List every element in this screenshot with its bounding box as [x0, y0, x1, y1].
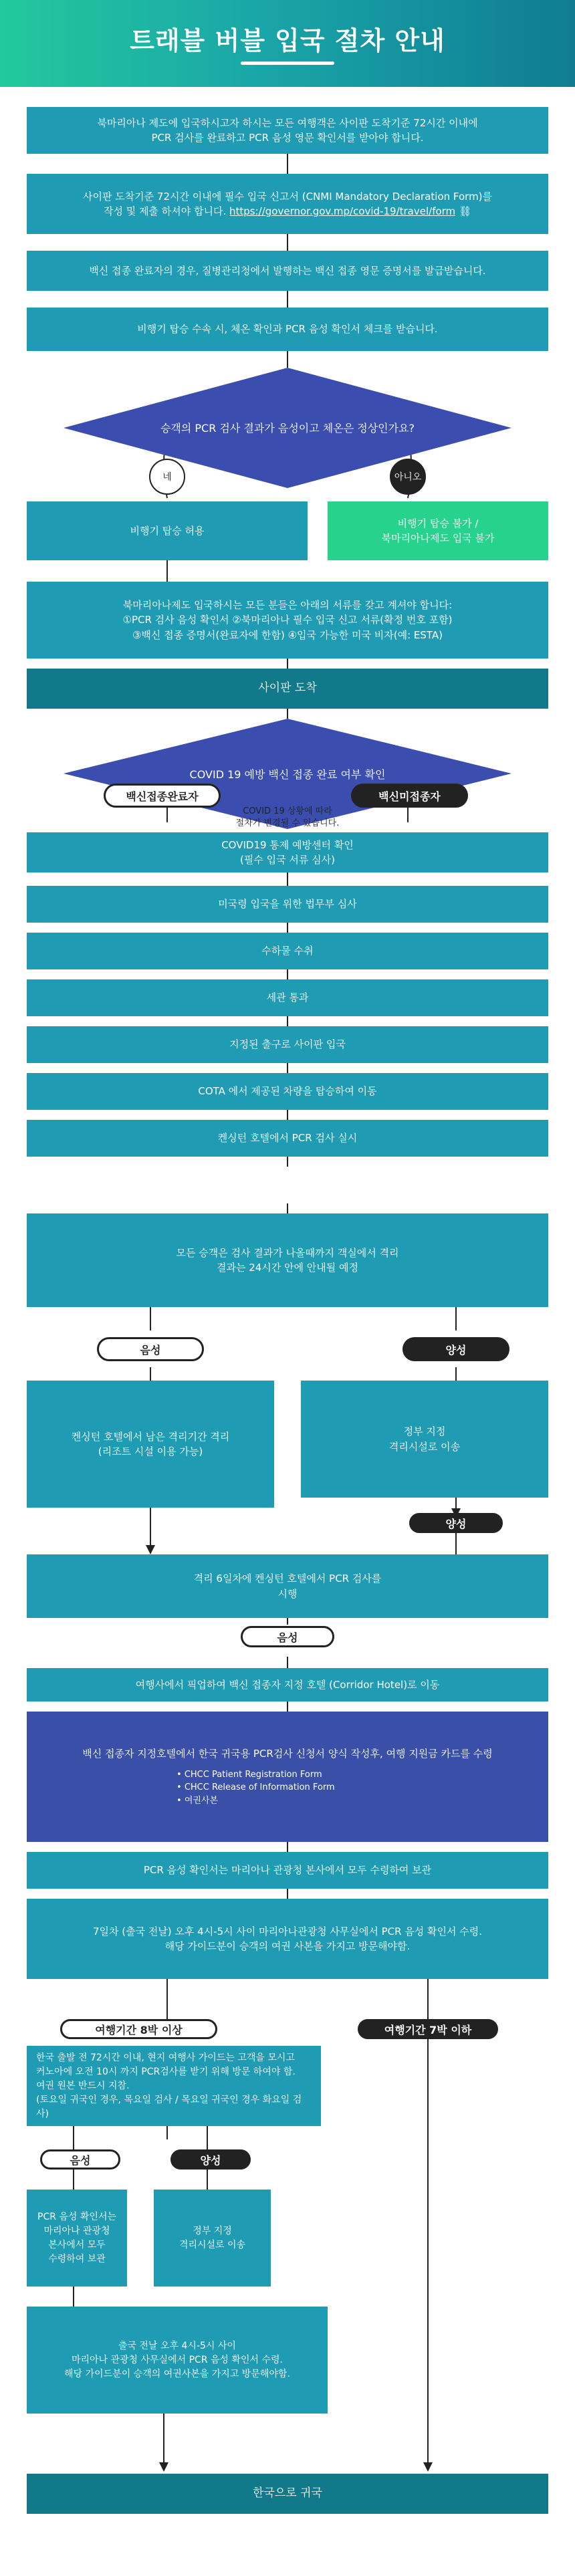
saipan-arrival-text: 사이판 도착 [258, 681, 317, 695]
step-hotel-quarantine-text: 켄싱턴 호텔에서 남은 격리기간 격리 (리조트 시설 이용 가능) [71, 1430, 230, 1457]
step-gov-facility-2 [154, 2190, 271, 2287]
step-exit-text: 지정된 출구로 사이판 입국 [229, 1038, 346, 1051]
step-corridor-hotel-text: 여행사에서 픽업하여 백신 접종자 지정 호텔 (Corridor Hotel)로 이동 [135, 1678, 440, 1691]
vaccinated-label: 백신접종완료자 [104, 784, 221, 808]
step-pcr-application [27, 1712, 548, 1842]
step-customs [27, 979, 548, 1016]
stay-7-or-less: 여행기간 7박 이하 [358, 2019, 498, 2039]
step-pre-departure-pcr [27, 2046, 321, 2126]
required-documents-text: 북마리아나제도 입국하시는 모든 분들은 아래의 서류를 갖고 계셔야 합니다: ①PCR 검사 음성 확인서 ②북마리아나 필수 입국 신고 서류(확정 번호 포함) ③백신 접종 증명서(완료자에 한함) ④입국 가능한 미국 비자(예: ESTA) [122, 598, 453, 641]
step-immigration [27, 886, 548, 923]
result-negative-3: 음성 [40, 2149, 120, 2170]
step-day6-pcr-text: 격리 6일차에 켄싱턴 호텔에서 PCR 검사를 시행 [193, 1572, 382, 1600]
step-departure-eve-pickup [27, 2307, 328, 2414]
form-item: • CHCC Release of Information Form [177, 1781, 335, 1794]
step-departure-eve-pickup-text: 출국 전날 오후 4시-5시 사이 마리아나 관광청 사무실에서 PCR 음성 확인서 수령. 해당 가이드분이 승객의 여권사본을 가지고 방문해야함. [64, 2340, 290, 2379]
step-cota-transport [27, 1073, 548, 1110]
step-boarding-check [27, 308, 548, 351]
step-hotel-pcr [27, 1120, 548, 1157]
step-immigration-text: 미국령 입국을 위한 법무부 심사 [218, 898, 357, 911]
form-item: • CHCC Patient Registration Form [177, 1768, 335, 1782]
step-day6-pcr [27, 1554, 548, 1618]
boarding-denied-text: 비행기 탑승 불가 / 북마리아나제도 입국 불가 [381, 517, 495, 544]
result-negative-1: 음성 [97, 1337, 204, 1361]
application-forms-list [36, 1768, 335, 1808]
step-certificate-storage-text: PCR 음성 확인서는 마리아나 관광청 본사에서 모두 수령하여 보관 [143, 1864, 432, 1877]
form-item: • 여권사본 [177, 1794, 335, 1808]
step-boarding-check-text: 비행기 탑승 수속 시, 체온 확인과 PCR 음성 확인서 체크를 받습니다. [137, 323, 438, 336]
step-pre-departure-pcr-text: 한국 출발 전 72시간 이내, 현지 여행사 가이드는 고객을 모시고 커노아에 오전 10시 까지 PCR검사를 받기 위해 방문 하여야 함. 여권 원본 반드시 지참. (토요일 귀국인 경우, 목요일 검사 / 목요일 귀국인 경우 화요일 검사) [36, 2052, 302, 2119]
boarding-allowed [27, 501, 308, 560]
result-positive-1: 양성 [402, 1337, 509, 1361]
page-title: 트래블 버블 입국 절차 안내 [130, 26, 445, 55]
step-customs-text: 세관 통과 [266, 991, 309, 1004]
step-cert-storage-2-text: PCR 음성 확인서는 마리아나 관광청 본사에서 모두 수령하여 보관 [37, 2211, 116, 2264]
title-underline [241, 62, 334, 65]
step-baggage [27, 933, 548, 969]
boarding-denied [328, 501, 548, 560]
return-to-korea-text: 한국으로 귀국 [253, 2486, 322, 2500]
step-hotel-pcr-text: 켄싱턴 호텔에서 PCR 검사 실시 [217, 1132, 358, 1145]
step-room-isolation-text: 모든 승객은 검사 결과가 나올때까지 객실에서 격리 결과는 24시간 안에 안내될 예정 [176, 1246, 399, 1274]
decision-vaccine-text: COVID 19 예방 백신 접종 완료 여부 확인 [189, 768, 386, 781]
step-certificate-storage [27, 1852, 548, 1889]
step-cert-storage-2 [27, 2190, 127, 2287]
unvaccinated-label: 백신미접종자 [351, 784, 468, 808]
decision-pcr-text: 승객의 PCR 검사 결과가 음성이고 체온은 정상인가요? [160, 422, 415, 435]
step-declaration-form-text: 사이판 도착기준 72시간 이내에 필수 입국 신고서 (CNMI Mandatory Declaration Form)를 작성 및 제출 하셔야 합니다. [82, 190, 493, 217]
step-gov-facility-1 [301, 1381, 548, 1498]
step-exit [27, 1026, 548, 1063]
result-positive-3: 양성 [170, 2149, 251, 2170]
saipan-arrival [27, 669, 548, 709]
step-baggage-text: 수하물 수취 [261, 945, 314, 957]
step-pcr-requirement [27, 107, 548, 154]
header-banner [0, 0, 575, 87]
boarding-allowed-text: 비행기 탑승 허용 [130, 524, 205, 537]
answer-no: 아니오 [390, 459, 426, 495]
stay-8-or-more: 여행기간 8박 이상 [60, 2019, 217, 2039]
step-vaccine-certificate-text: 백신 접종 완료자의 경우, 질병관리청에서 발행하는 백신 접종 영문 증명서를 발급받습니다. [89, 264, 486, 277]
step-vaccine-certificate [27, 251, 548, 291]
step-hotel-quarantine [27, 1381, 274, 1508]
return-to-korea [27, 2474, 548, 2514]
step-gov-facility-1-text: 정부 지정 격리시설로 이송 [388, 1425, 461, 1453]
procedure-change-note: COVID 19 상황에 따라 절차가 변경될 수 있습니다. [235, 806, 340, 829]
step-day7-pickup-text: 7일차 (출국 전날) 오후 4시-5시 사이 마리아나관광청 사무실에서 PCR 음성 확인서 수령. 해당 가이드분이 승객의 여권 사본을 가지고 방문해야함. [92, 1925, 483, 1952]
declaration-form-link[interactable]: https://governor.gov.mp/covid-19/travel/form [229, 205, 456, 217]
step-day7-pickup [27, 1899, 548, 1979]
step-control-center-text: COVID19 통제 예방센터 확인 (필수 입국 서류 심사) [221, 838, 354, 866]
step-pcr-application-text: 백신 접종자 지정호텔에서 한국 귀국용 PCR검사 신청서 양식 작성후, 여행 지원금 카드를 수령 [82, 1748, 493, 1760]
result-positive-2: 양성 [409, 1513, 503, 1533]
answer-yes: 네 [149, 459, 185, 495]
step-control-center [27, 832, 548, 872]
step-cota-transport-text: COTA 에서 제공된 차량을 탑승하여 이동 [198, 1085, 377, 1098]
step-gov-facility-2-text: 정부 지정 격리시설로 이송 [179, 2225, 246, 2250]
step-pcr-requirement-text: 북마리아나 제도에 입국하시고자 하시는 모든 여행객은 사이판 도착기준 72시간 이내에 PCR 검사를 완료하고 PCR 음성 영문 확인서를 받아야 합니다. [97, 116, 478, 144]
step-room-isolation [27, 1213, 548, 1307]
result-negative-2: 음성 [241, 1626, 334, 1647]
step-declaration-form [27, 174, 548, 234]
link-icon: ⛓ [458, 205, 471, 217]
required-documents [27, 582, 548, 659]
step-corridor-hotel [27, 1668, 548, 1702]
